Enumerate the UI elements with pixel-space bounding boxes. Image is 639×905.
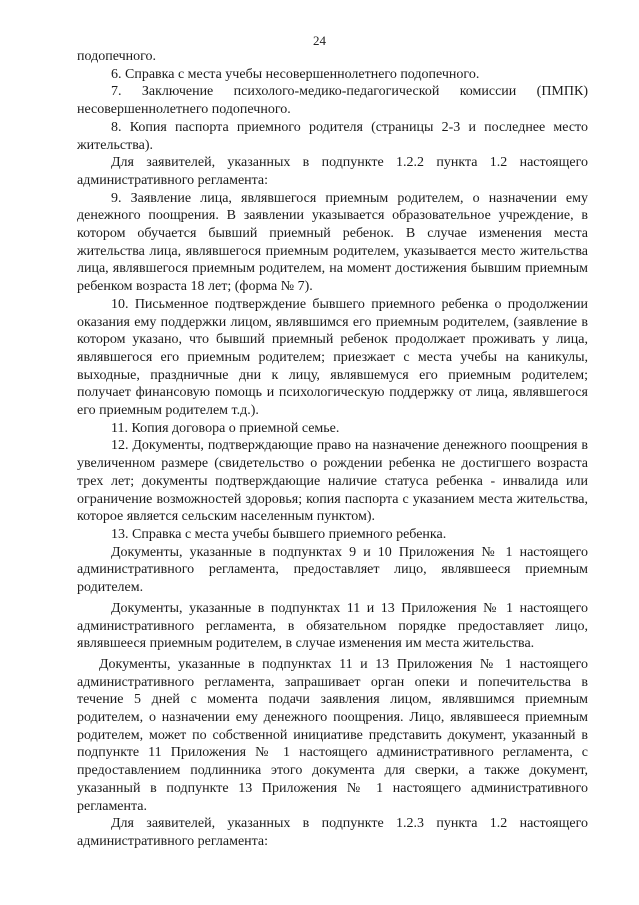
paragraph-item-9: 9. Заявление лица, являвшегося приемным родителем, о назначении ему денежного поощрения. В заявлении указывается образовательное учреждение, в котором обучается бывший приемный ребенок. В случае изменения места жительства лица, являвшегося приемным родителем, указывается место жительства лица, являвшегося приемным родителем, на момент достижения бывшим приемным ребенком возраста 18 лет; (форма № 7).: [77, 190, 588, 295]
paragraph-item-10: 10. Письменное подтверждение бывшего приемного ребенка о продолжении оказания ему поддержки лицом, являвшимся его приемным родителем, (заявление в котором указано, что бывший приемный ребенок продолжает проживать у лица, являвшегося его приемным родителем; приезжает с места учебы на каникулы, выходные, праздничные дни к лицу, являвшемуся его приемным родителем; получает финансовую помощь и психологическую поддержку от лица, являвшегося его приемным родителем т.д.).: [77, 296, 588, 419]
paragraph-item-13: 13. Справка с места учебы бывшего приемного ребенка.: [111, 526, 447, 542]
paragraph-item-12: 12. Документы, подтверждающие право на назначение денежного поощрения в увеличенном размере (свидетельство о рождении ребенка не достигшего возраста трех лет; документы подтверждающие наличие статуса ребенка - инвалида или ограничение возможностей здоровья; копия паспорта с указанием места жительства, которое является сельским населенным пунктом).: [77, 438, 588, 525]
paragraph-docs-11-13-mandatory: Документы, указанные в подпунктах 11 и 13 Приложения № 1 настоящего административного регламента, в обязательном порядке предоставляет лицо, являвшееся приемным родителем, в случае изменения им места жительства.: [77, 600, 588, 652]
document-body: [77, 48, 588, 851]
paragraph-item-11: 11. Копия договора о приемной семье.: [111, 420, 340, 436]
paragraph-item-8: 8. Копия паспорта приемного родителя (страницы 2-3 и последнее место жительства).: [77, 119, 588, 153]
page-number: 24: [313, 33, 326, 48]
paragraph-item-7: 7. Заключение психолого-медико-педагогической комиссии (ПМПК) несовершеннолетнего подопечного.: [77, 84, 588, 118]
paragraph-applicants-1-2-2: Для заявителей, указанных в подпункте 1.2.2 пункта 1.2 настоящего административного регламента:: [77, 155, 588, 188]
paragraph-applicants-1-2-3: Для заявителей, указанных в подпункте 1.2.3 пункта 1.2 настоящего административного регламента:: [77, 816, 588, 849]
paragraph-item-6: 6. Справка с места учебы несовершеннолетнего подопечного.: [111, 66, 480, 82]
paragraph-docs-11-13-request: Документы, указанные в подпунктах 11 и 13 Приложения № 1 настоящего административного регламента, запрашивает орган опеки и попечительства в течение 5 дней с момента подачи заявления лицом, являвшимся приемным родителем, о назначении ему денежного поощрения. Лицо, являвшееся приемным родителем, может по собственной инициативе представить документ, указанный в подпункте 11 Приложения № 1 настоящего административного регламента, с предоставлением подлинника этого документа для сверки, а также документ, указанный в подпункте 13 Приложения № 1 настоящего административного регламента.: [77, 656, 588, 814]
paragraph-continuation: подопечного.: [77, 49, 156, 64]
paragraph-docs-9-10: Документы, указанные в подпунктах 9 и 10 Приложения № 1 настоящего административного регламента, предоставляет лицо, являвшееся приемным родителем.: [77, 544, 588, 596]
